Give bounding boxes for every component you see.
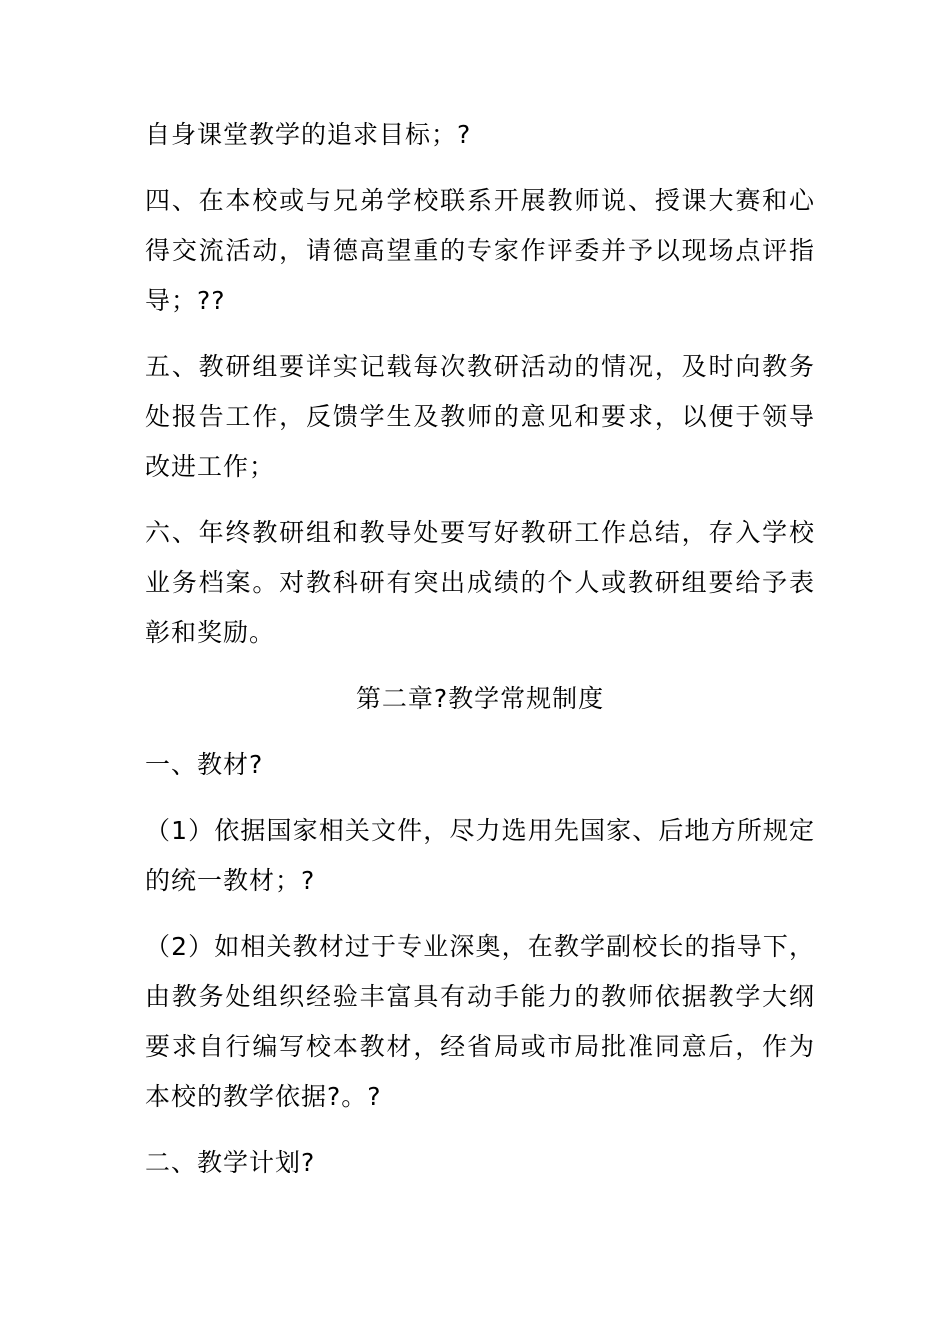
paragraph-item-six: 六、年终教研组和教导处要写好教研工作总结，存入学校业务档案。对教科研有突出成绩的个人或教研组要给予表彰和奖励。 xyxy=(145,518,815,647)
textbook-item-1: （1）依据国家相关文件，尽力选用先国家、后地方所规定的统一教材；? xyxy=(145,816,815,895)
chapter-title: 第二章?教学常规制度 xyxy=(355,684,605,713)
section-title-teaching-plan: 二、教学计划? xyxy=(145,1148,316,1177)
textbook-item-2: （2）如相关教材过于专业深奥，在教学副校长的指导下，由教务处组织经验丰富具有动手能力的教师依据教学大纲要求自行编写校本教材，经省局或市局批准同意后，作为本校的教学依据?。? xyxy=(145,932,815,1111)
paragraph-item-five: 五、教研组要详实记载每次教研活动的情况，及时向教务处报告工作，反馈学生及教师的意见和要求，以便于领导改进工作； xyxy=(145,352,815,481)
paragraph-item-four: 四、在本校或与兄弟学校联系开展教师说、授课大赛和心得交流活动，请德高望重的专家作评委并予以现场点评指导；?? xyxy=(145,186,815,315)
section-title-textbooks: 一、教材? xyxy=(145,750,264,779)
document-body xyxy=(145,110,815,1204)
paragraph-goal: 自身课堂教学的追求目标；? xyxy=(145,120,472,149)
